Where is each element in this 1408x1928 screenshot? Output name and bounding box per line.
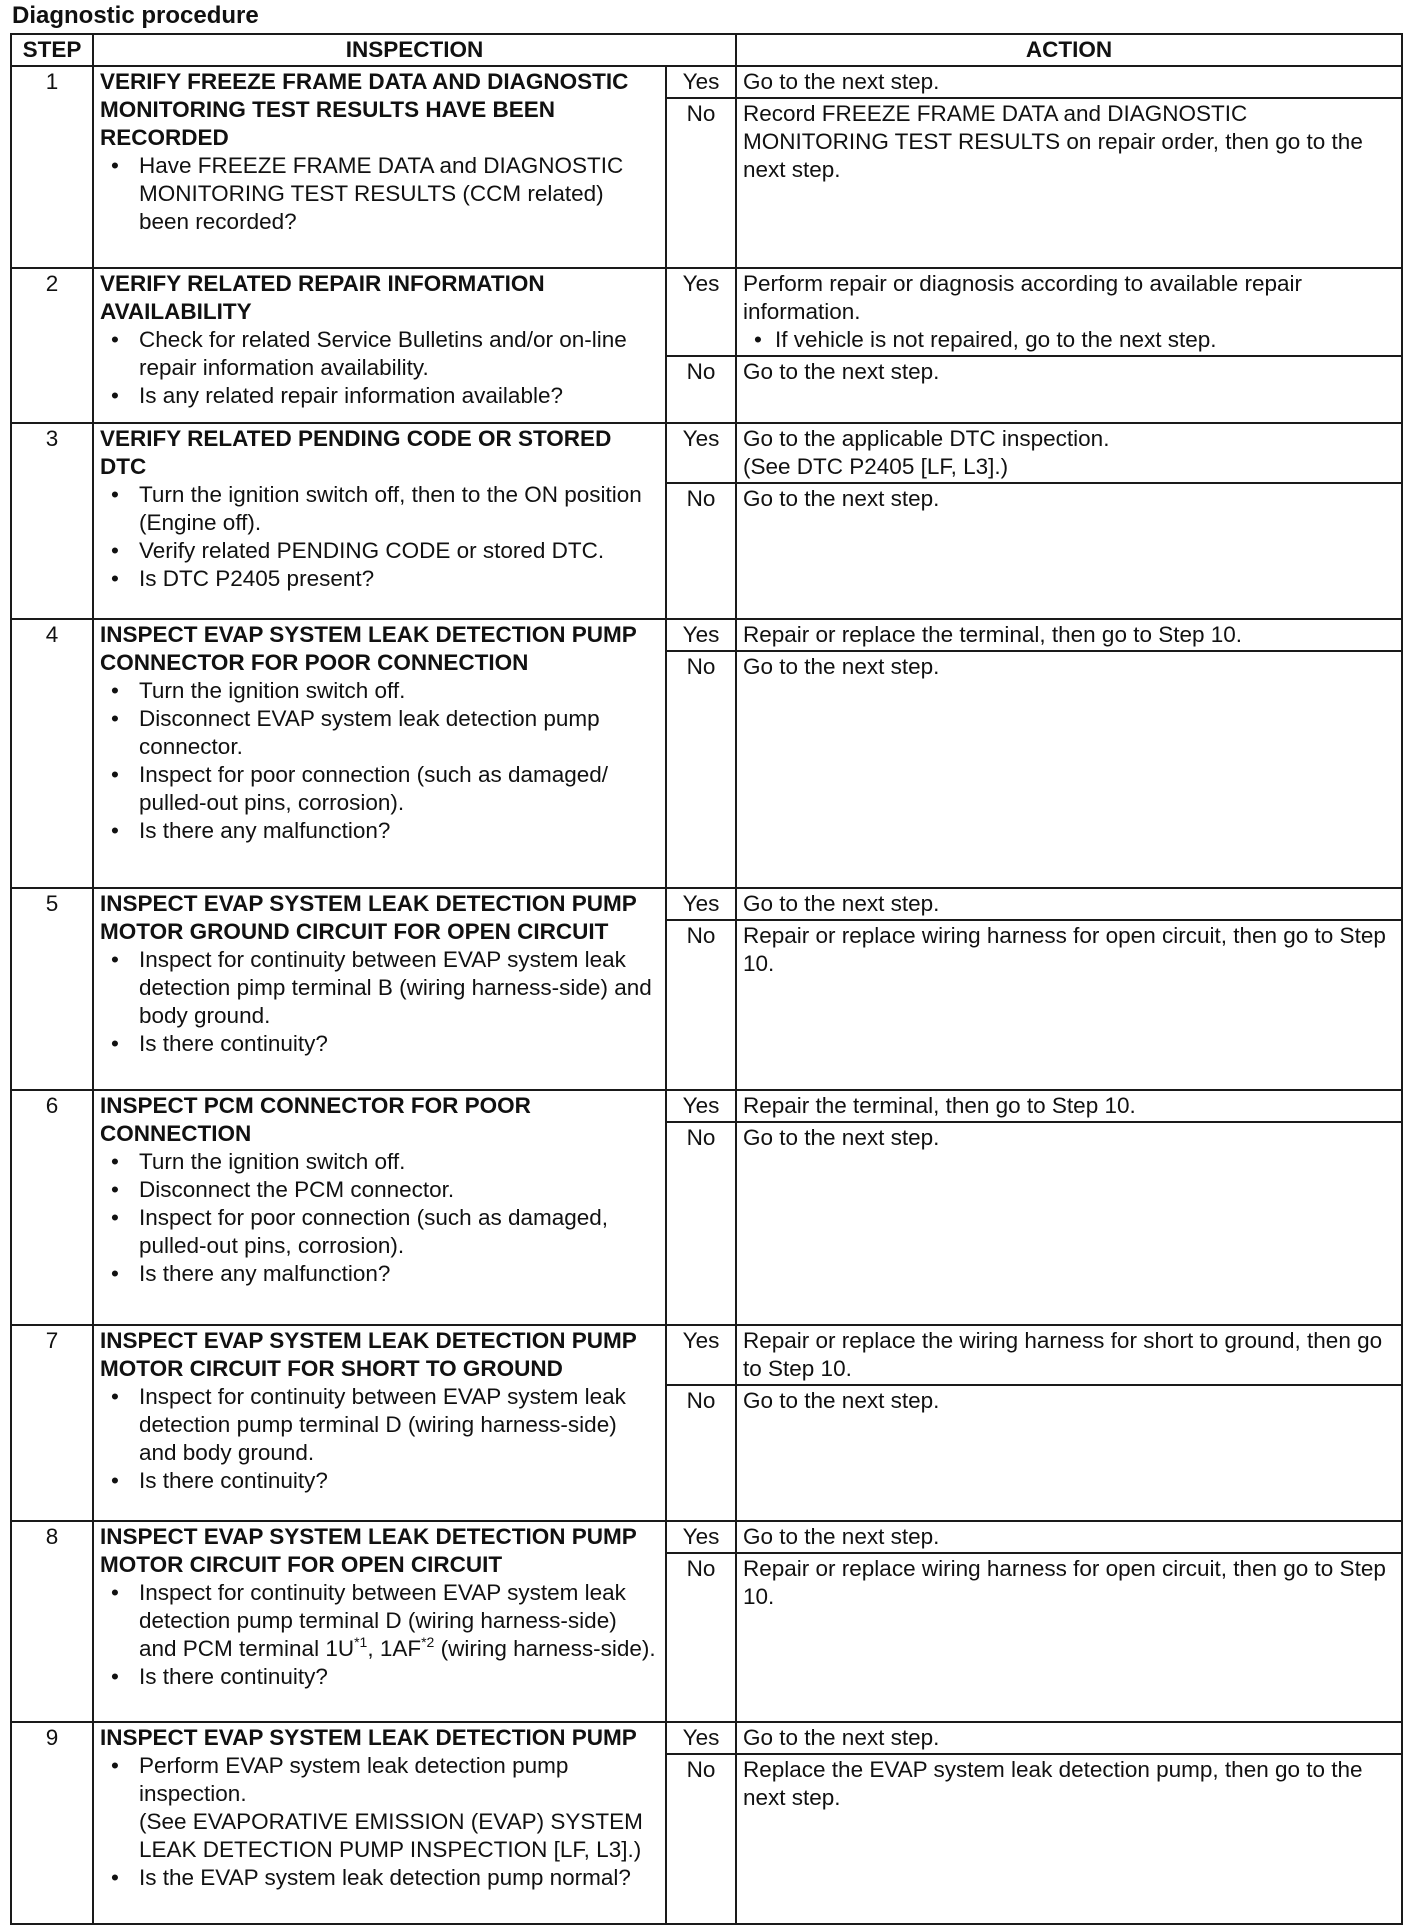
inspection-title: INSPECT EVAP SYSTEM LEAK DETECTION PUMP [100, 1725, 637, 1751]
step-number: 3 [11, 423, 93, 619]
no-action: Replace the EVAP system leak detection pump, then go to the next step. [736, 1754, 1402, 1924]
inspection-title: INSPECT EVAP SYSTEM LEAK DETECTION PUMP MOTOR GROUND CIRCUIT FOR OPEN CIRCUIT [100, 891, 637, 945]
inspection-bullet: • Is there any malfunction? [100, 1260, 659, 1288]
inspection-bullets [100, 1148, 659, 1288]
step-number: 6 [11, 1090, 93, 1325]
inspection-bullet: • Is there any malfunction? [100, 817, 659, 845]
footnote-marker-2: *2 [421, 1633, 435, 1650]
yes-label: Yes [666, 888, 736, 920]
no-action: Repair or replace wiring harness for open circuit, then go to Step 10. [736, 1553, 1402, 1723]
yes-label: Yes [666, 1325, 736, 1385]
no-label: No [666, 1754, 736, 1924]
yes-label: Yes [666, 268, 736, 356]
yes-label: Yes [666, 1090, 736, 1122]
inspection-cell [93, 1521, 666, 1723]
table-row-step-6 [11, 1090, 1402, 1122]
inspection-cell [93, 1090, 666, 1325]
no-label: No [666, 920, 736, 1090]
no-label: No [666, 1385, 736, 1521]
no-action: Repair or replace wiring harness for open circuit, then go to Step 10. [736, 920, 1402, 1090]
step-number: 8 [11, 1521, 93, 1723]
table-row-step-5 [11, 888, 1402, 920]
inspection-title: INSPECT EVAP SYSTEM LEAK DETECTION PUMP MOTOR CIRCUIT FOR OPEN CIRCUIT [100, 1523, 637, 1577]
no-action: Go to the next step. [736, 483, 1402, 619]
inspection-cell [93, 268, 666, 424]
no-action: Record FREEZE FRAME DATA and DIAGNOSTIC MONITORING TEST RESULTS on repair order, then go to the next step. [736, 98, 1402, 268]
yes-action-cell [736, 423, 1402, 483]
inspection-bullets [100, 946, 659, 1058]
inspection-bullet: • Turn the ignition switch off. [100, 677, 659, 705]
yes-action: Perform repair or diagnosis according to available repair information. [743, 270, 1303, 324]
step-number: 7 [11, 1325, 93, 1521]
action-bullets [743, 326, 1395, 354]
inspection-bullet: • Is there continuity? [100, 1663, 659, 1691]
table-row-step-9 [11, 1722, 1402, 1754]
inspection-title: VERIFY RELATED PENDING CODE OR STORED DTC [100, 426, 612, 480]
inspection-bullet: • Is DTC P2405 present? [100, 565, 659, 593]
inspection-bullet: • Inspect for poor connection (such as damaged/ pulled-out pins, corrosion). [100, 761, 659, 817]
inspection-cell [93, 66, 666, 268]
inspection-title: VERIFY FREEZE FRAME DATA AND DIAGNOSTIC MONITORING TEST RESULTS HAVE BEEN RECORDED [100, 69, 629, 150]
table-row-step-4 [11, 619, 1402, 651]
inspection-bullet [100, 1752, 659, 1864]
yes-label: Yes [666, 1722, 736, 1754]
inspection-bullet: • Disconnect EVAP system leak detection pump connector. [100, 705, 659, 761]
header-action: ACTION [736, 34, 1402, 66]
no-label: No [666, 98, 736, 268]
inspection-cell [93, 1325, 666, 1521]
yes-action: Go to the next step. [736, 1722, 1402, 1754]
inspection-cell [93, 423, 666, 619]
inspection-bullet: • Is any related repair information available? [100, 382, 659, 410]
inspection-bullet: • Inspect for continuity between EVAP system leak detection pimp terminal B (wiring harness-side) and body ground. [100, 946, 659, 1030]
no-label: No [666, 483, 736, 619]
header-inspection: INSPECTION [93, 34, 736, 66]
table-row-step-7 [11, 1325, 1402, 1385]
inspection-bullets [100, 481, 659, 593]
yes-action: Go to the next step. [736, 66, 1402, 98]
no-action: Go to the next step. [736, 651, 1402, 888]
bullet-text: Inspect for continuity between EVAP system leak detection pump terminal D (wiring harness-side) and PCM terminal 1U [139, 1579, 626, 1661]
inspection-bullets [100, 1752, 659, 1892]
inspection-bullets [100, 326, 659, 410]
see-reference: (See EVAPORATIVE EMISSION (EVAP) SYSTEM LEAK DETECTION PUMP INSPECTION [LF, L3].) [139, 1809, 643, 1863]
page-title: Diagnostic procedure [12, 2, 259, 29]
table-header-row [11, 34, 1402, 66]
see-reference: (See DTC P2405 [LF, L3].) [743, 454, 1009, 480]
step-number: 4 [11, 619, 93, 888]
inspection-bullet: • Is there continuity? [100, 1030, 659, 1058]
no-action: Go to the next step. [736, 1385, 1402, 1521]
action-bullet: • If vehicle is not repaired, go to the next step. [743, 326, 1395, 354]
inspection-cell [93, 888, 666, 1090]
inspection-bullet: • Inspect for poor connection (such as damaged, pulled-out pins, corrosion). [100, 1204, 659, 1260]
step-number: 1 [11, 66, 93, 268]
step-number: 5 [11, 888, 93, 1090]
inspection-bullet: • Turn the ignition switch off, then to the ON position (Engine off). [100, 481, 659, 537]
table-row-step-1 [11, 66, 1402, 98]
inspection-bullet: • Check for related Service Bulletins and/or on-line repair information availability. [100, 326, 659, 382]
step-number: 2 [11, 268, 93, 424]
inspection-title: VERIFY RELATED REPAIR INFORMATION AVAILABILITY [100, 270, 545, 324]
yes-action: Go to the applicable DTC inspection. [743, 426, 1110, 452]
no-action: Go to the next step. [736, 1122, 1402, 1325]
inspection-bullets [100, 1579, 659, 1691]
inspection-bullet: • Turn the ignition switch off. [100, 1148, 659, 1176]
no-label: No [666, 651, 736, 888]
yes-action: Go to the next step. [736, 1521, 1402, 1553]
inspection-bullet: • Is there continuity? [100, 1467, 659, 1495]
inspection-bullets [100, 152, 659, 236]
yes-label: Yes [666, 1521, 736, 1553]
yes-label: Yes [666, 423, 736, 483]
inspection-cell [93, 1722, 666, 1924]
yes-label: Yes [666, 66, 736, 98]
inspection-bullet: • Inspect for continuity between EVAP system leak detection pump terminal D (wiring harness-side) and body ground. [100, 1383, 659, 1467]
table-row-step-2 [11, 268, 1402, 356]
inspection-bullet [100, 1579, 659, 1663]
inspection-bullet: • Have FREEZE FRAME DATA and DIAGNOSTIC MONITORING TEST RESULTS (CCM related) been recorded? [100, 152, 659, 236]
inspection-cell [93, 619, 666, 888]
no-label: No [666, 356, 736, 424]
bullet-text: Perform EVAP system leak detection pump inspection. [139, 1753, 569, 1807]
step-number: 9 [11, 1722, 93, 1924]
yes-action: Repair the terminal, then go to Step 10. [736, 1090, 1402, 1122]
footnote-marker-1: *1 [354, 1633, 368, 1650]
inspection-title: INSPECT EVAP SYSTEM LEAK DETECTION PUMP CONNECTOR FOR POOR CONNECTION [100, 621, 637, 675]
no-label: No [666, 1553, 736, 1723]
inspection-bullet: • Disconnect the PCM connector. [100, 1176, 659, 1204]
bullet-text: , 1AF [367, 1635, 422, 1661]
yes-action: Go to the next step. [736, 888, 1402, 920]
bullet-text: (wiring harness-side). [434, 1635, 656, 1661]
diagnostic-procedure-table [10, 33, 1403, 1925]
inspection-bullets [100, 1383, 659, 1495]
table-row-step-3 [11, 423, 1402, 483]
no-action: Go to the next step. [736, 356, 1402, 424]
yes-action: Repair or replace the wiring harness for short to ground, then go to Step 10. [736, 1325, 1402, 1385]
inspection-bullet: • Verify related PENDING CODE or stored DTC. [100, 537, 659, 565]
header-step: STEP [11, 34, 93, 66]
yes-label: Yes [666, 619, 736, 651]
table-row-step-8 [11, 1521, 1402, 1553]
yes-action: Repair or replace the terminal, then go to Step 10. [736, 619, 1402, 651]
inspection-bullets [100, 677, 659, 845]
inspection-title: INSPECT EVAP SYSTEM LEAK DETECTION PUMP MOTOR CIRCUIT FOR SHORT TO GROUND [100, 1328, 637, 1382]
inspection-bullet: • Is the EVAP system leak detection pump normal? [100, 1864, 659, 1892]
yes-action-cell [736, 268, 1402, 356]
inspection-title: INSPECT PCM CONNECTOR FOR POOR CONNECTION [100, 1092, 531, 1146]
no-label: No [666, 1122, 736, 1325]
